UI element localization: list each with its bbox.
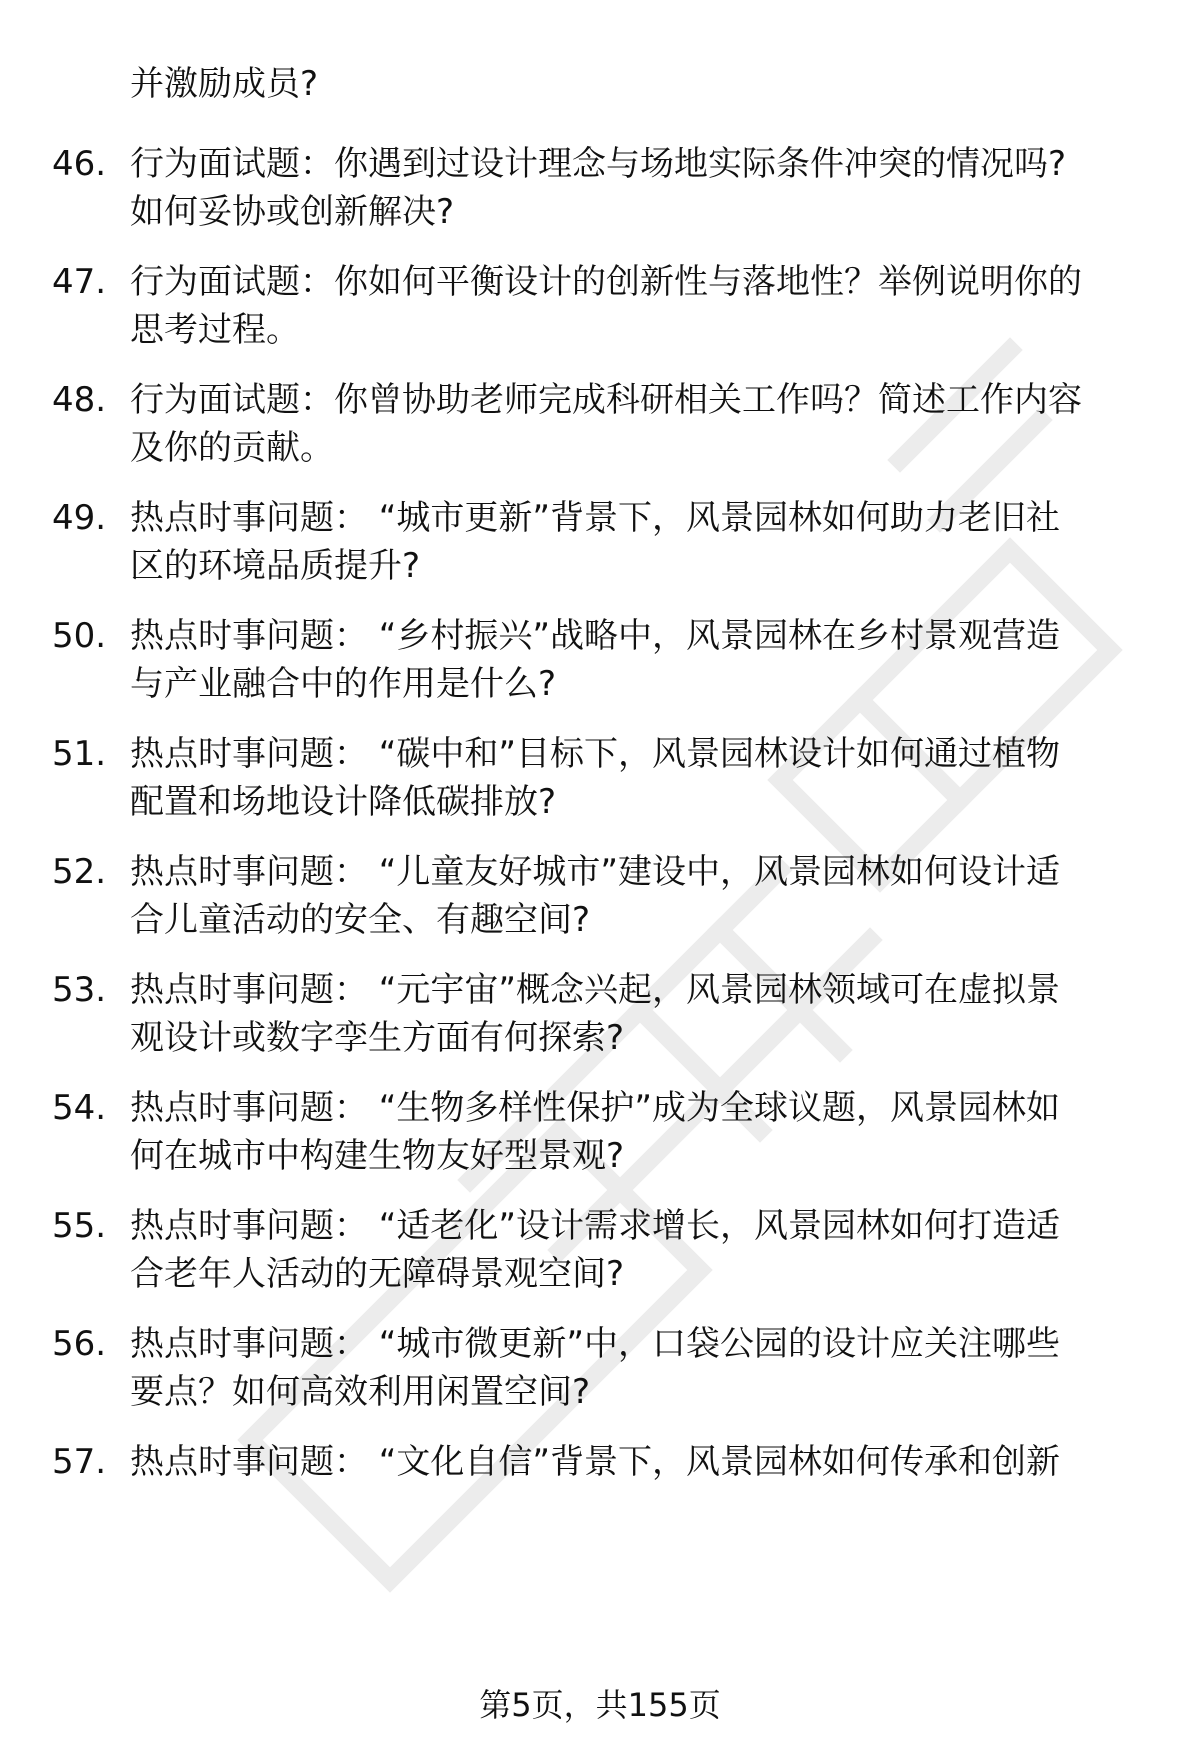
question-text-line1: 行为面试题：你曾协助老师完成科研相关工作吗？简述工作内容 [130, 380, 1082, 420]
question-text-line2: 及你的贡献。 [130, 428, 334, 468]
question-text-line2: 配置和场地设计降低碳排放? [130, 782, 557, 822]
question-text-line1: 热点时事问题： “乡村振兴”战略中，风景园林在乡村景观营造 [130, 616, 1061, 656]
question-number: 52. [52, 852, 107, 892]
question-text-line2: 观设计或数字孪生方面有何探索? [130, 1018, 625, 1058]
question-text-line1: 行为面试题：你遇到过设计理念与场地实际条件冲突的情况吗? [130, 144, 1067, 184]
question-text-line1: 热点时事问题： “生物多样性保护”成为全球议题，风景园林如 [130, 1088, 1061, 1128]
question-text-line1: 热点时事问题： “儿童友好城市”建设中，风景园林如何设计适 [130, 852, 1061, 892]
question-number: 50. [52, 616, 107, 656]
question-text-line2: 如何妥协或创新解决? [130, 192, 455, 232]
question-text-line1: 热点时事问题： “城市更新”背景下，风景园林如何助力老旧社 [130, 498, 1061, 538]
question-number: 49. [52, 498, 107, 538]
question-text-line2: 与产业融合中的作用是什么? [130, 664, 557, 704]
question-number: 47. [52, 262, 107, 302]
question-text-line1: 热点时事问题： “适老化”设计需求增长，风景园林如何打造适 [130, 1206, 1061, 1246]
question-text-line1: 热点时事问题： “城市微更新”中，口袋公园的设计应关注哪些 [130, 1324, 1061, 1364]
question-text-line2: 要点？如何高效利用闲置空间? [130, 1372, 591, 1412]
question-text-line2: 区的环境品质提升? [130, 546, 421, 586]
question-text-line2: 思考过程。 [130, 310, 300, 350]
question-text-line2: 合儿童活动的安全、有趣空间? [130, 900, 591, 940]
question-number: 55. [52, 1206, 107, 1246]
question-number: 57. [52, 1442, 107, 1482]
question-text-line1: 热点时事问题： “碳中和”目标下，风景园林设计如何通过植物 [130, 734, 1061, 774]
page-number-footer: 第5页，共155页 [479, 1686, 721, 1724]
question-number: 53. [52, 970, 107, 1010]
question-number: 48. [52, 380, 107, 420]
question-text-line2: 合老年人活动的无障碍景观空间? [130, 1254, 625, 1294]
question-number: 54. [52, 1088, 107, 1128]
question-text-line2: 何在城市中构建生物友好型景观? [130, 1136, 625, 1176]
question-text-line1: 热点时事问题： “文化自信”背景下，风景园林如何传承和创新 [130, 1442, 1061, 1482]
question-number: 46. [52, 144, 107, 184]
question-text-line1: 行为面试题：你如何平衡设计的创新性与落地性？举例说明你的 [130, 262, 1082, 302]
continued-question-text: 并激励成员? [130, 64, 319, 104]
question-number: 56. [52, 1324, 107, 1364]
question-text-line1: 热点时事问题： “元宇宙”概念兴起，风景园林领域可在虚拟景 [130, 970, 1061, 1010]
question-number: 51. [52, 734, 107, 774]
